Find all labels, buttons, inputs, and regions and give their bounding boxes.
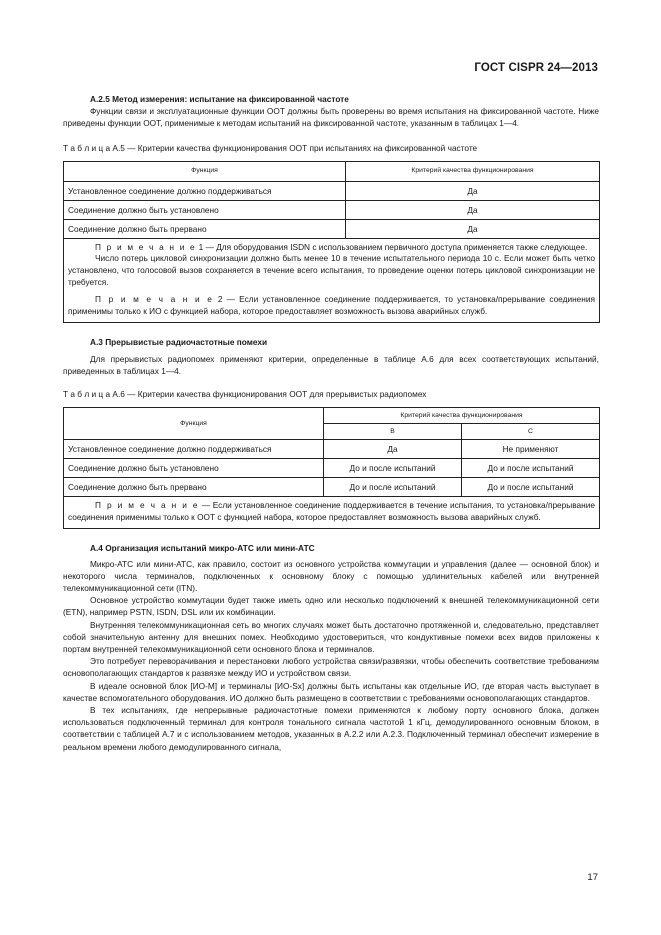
table-a6-header-b: В xyxy=(324,424,462,440)
table-row xyxy=(64,181,600,200)
note-label: П р и м е ч а н и е xyxy=(95,294,214,305)
table-a5-header-function: Функция xyxy=(64,161,346,181)
section-a4-paragraph: Внутренняя телекоммуникационная сеть во многих случаях может быть достаточно протяженной и, следовательно, представляет собой значительную антенну для внешних помех. Необходимо удостовериться, что кондуктивные помехи всех видов приложены к портам внутренней телекоммуникационной сети основного блока и терминалов. xyxy=(63,619,599,654)
table-a6-cell: Да xyxy=(324,440,462,459)
page-content xyxy=(63,93,599,753)
table-a6-note xyxy=(68,500,595,523)
table-a5-note-1-continuation: Число потерь цикловой синхронизации должно быть менее 10 в течение испытательного периода 10 с. Если может быть четко установлено, что голосовой вызов сохраняется в течение всего испытания, то проведение оценки потерь цикловой синхронизации не требуется. xyxy=(68,253,595,287)
note-label: П р и м е ч а н и е xyxy=(95,241,197,252)
table-a5-label: Т а б л и ц а xyxy=(63,142,111,153)
section-a4-paragraph: В идеале основной блок [ИО-М] и терминалы [ИО-Sx] должны быть испытаны как отдельные ИО, где вторая часть выступает в качестве вспомогательного оборудования. ИО должно быть размещено в соответствии с требованиями основополагающих стандартов. xyxy=(63,680,599,703)
note-text: — Если установленное соединение поддерживается в течение испытания, то установка/прерывание соединения применимы только к ООТ с функцией набора, которое предоставляет возможность вызова аварийных служб. xyxy=(68,500,596,522)
table-a6-cell: До и после испытаний xyxy=(462,478,600,497)
table-a5-cell: Да xyxy=(346,181,600,200)
table-a6-cell: Соединение должно быть установлено xyxy=(64,459,324,478)
table-a5-header-criterion: Критерий качества функционирования xyxy=(346,161,600,181)
section-a25-paragraph: Функции связи и эксплуатационные функции ООТ должны быть проверены во время испытания на фиксированной частоте. Ниже приведены функции ООТ, применимые к методам испытаний на фиксированной частоте, указанным в таблицах 1—4. xyxy=(63,106,599,129)
table-a5-notes xyxy=(64,238,600,323)
table-a6-cell: Не применяют xyxy=(462,440,600,459)
section-a4-title: А.4 Организация испытаний микро-АТС или мини-АТС xyxy=(90,543,315,554)
note-text: 1 — Для оборудования ISDN с использованием первичного доступа применяется также следующее. xyxy=(198,241,588,252)
table-a5-note-2 xyxy=(68,294,595,317)
table-a6-label: Т а б л и ц а xyxy=(63,388,111,399)
table-a5-cell: Да xyxy=(346,200,600,219)
table-a5-note-1 xyxy=(68,242,595,254)
table-a6-caption xyxy=(63,388,599,400)
table-a6-cell: До и после испытаний xyxy=(324,478,462,497)
table-a6-header-c: С xyxy=(462,424,600,440)
table-a6-caption-text: А.6 — Критерии качества функционирования ООТ для прерывистых радиопомех xyxy=(112,388,427,399)
section-a4-paragraph: Микро-АТС или мини-АТС, как правило, состоит из основного устройства коммутации и управления (далее — основной блок) и некоторого числа терминалов, подключенных к основному блоку с помощью удлинительных кабелей или внутренней телекоммуникационной сети (ITN). xyxy=(63,558,599,593)
section-a4-paragraph: В тех испытаниях, где непрерывные радиочастотные помехи применяются к любому порту основного блока, должен использоваться подключенный терминал для контроля тонального сигнала частотой 1 кГц, демодулированного основным блоком, в соответствии с таблицей А.7 и с использованием методов, указанных в А.2.2 или А.2.3. Подключенный терминал обеспечит измерение в реальном времени любого демодулированного сигнала, xyxy=(63,705,599,752)
table-a6 xyxy=(63,407,600,529)
table-a6-header-function: Функция xyxy=(64,408,324,440)
table-a6-cell: Установленное соединение должно поддерживаться xyxy=(64,440,324,459)
table-a5-cell: Соединение должно быть прервано xyxy=(64,219,346,238)
section-a3-title: А.3 Прерывистые радиочастотные помехи xyxy=(90,337,268,348)
table-row xyxy=(64,440,600,459)
table-a5-caption xyxy=(63,142,599,154)
note-label: П р и м е ч а н и е xyxy=(95,500,200,511)
page-number: 17 xyxy=(587,872,598,883)
table-a6-header-criterion: Критерий качества функционирования xyxy=(324,408,600,424)
table-row xyxy=(64,219,600,238)
table-a5-cell: Установленное соединение должно поддерживаться xyxy=(64,181,346,200)
table-row xyxy=(64,478,600,497)
standard-header: ГОСТ CISPR 24—2013 xyxy=(474,62,598,74)
table-a5-cell: Соединение должно быть установлено xyxy=(64,200,346,219)
section-a4-paragraph: Основное устройство коммутации будет также иметь одно или несколько подключений к внешней телекоммуникационной сети (ETN), например PSTN, ISDN, DSL или их комбинации. xyxy=(63,595,599,618)
table-a6-notes xyxy=(64,497,600,529)
section-a25-title: А.2.5 Метод измерения: испытание на фиксированной частоте xyxy=(90,94,349,104)
note-text: 2 — Если установленное соединение поддерживается, то установка/прерывание соединения применимы только к ИО с функцией набора, которое предоставляет возможность вызова аварийных служб. xyxy=(68,294,595,316)
table-a6-cell: До и после испытаний xyxy=(324,459,462,478)
table-a5 xyxy=(63,161,600,324)
table-a6-cell: До и после испытаний xyxy=(462,459,600,478)
table-row xyxy=(64,459,600,478)
table-row xyxy=(64,200,600,219)
section-a3-paragraph: Для прерывистых радиопомех применяют критерии, определенные в таблице А.6 для всех соответствующих испытаний, приведенных в таблицах 1—4. xyxy=(63,353,599,376)
table-a6-cell: Соединение должно быть прервано xyxy=(64,478,324,497)
table-a5-caption-text: А.5 — Критерии качества функционирования ООТ при испытаниях на фиксированной частоте xyxy=(112,142,478,153)
section-a4-paragraph: Это потребует переворачивания и перестановки любого устройства связи/развязки, чтобы обеспечить соответствие требованиям основополагающих стандартов к развязке между ИО и устройством связи. xyxy=(63,656,599,679)
table-a5-cell: Да xyxy=(346,219,600,238)
